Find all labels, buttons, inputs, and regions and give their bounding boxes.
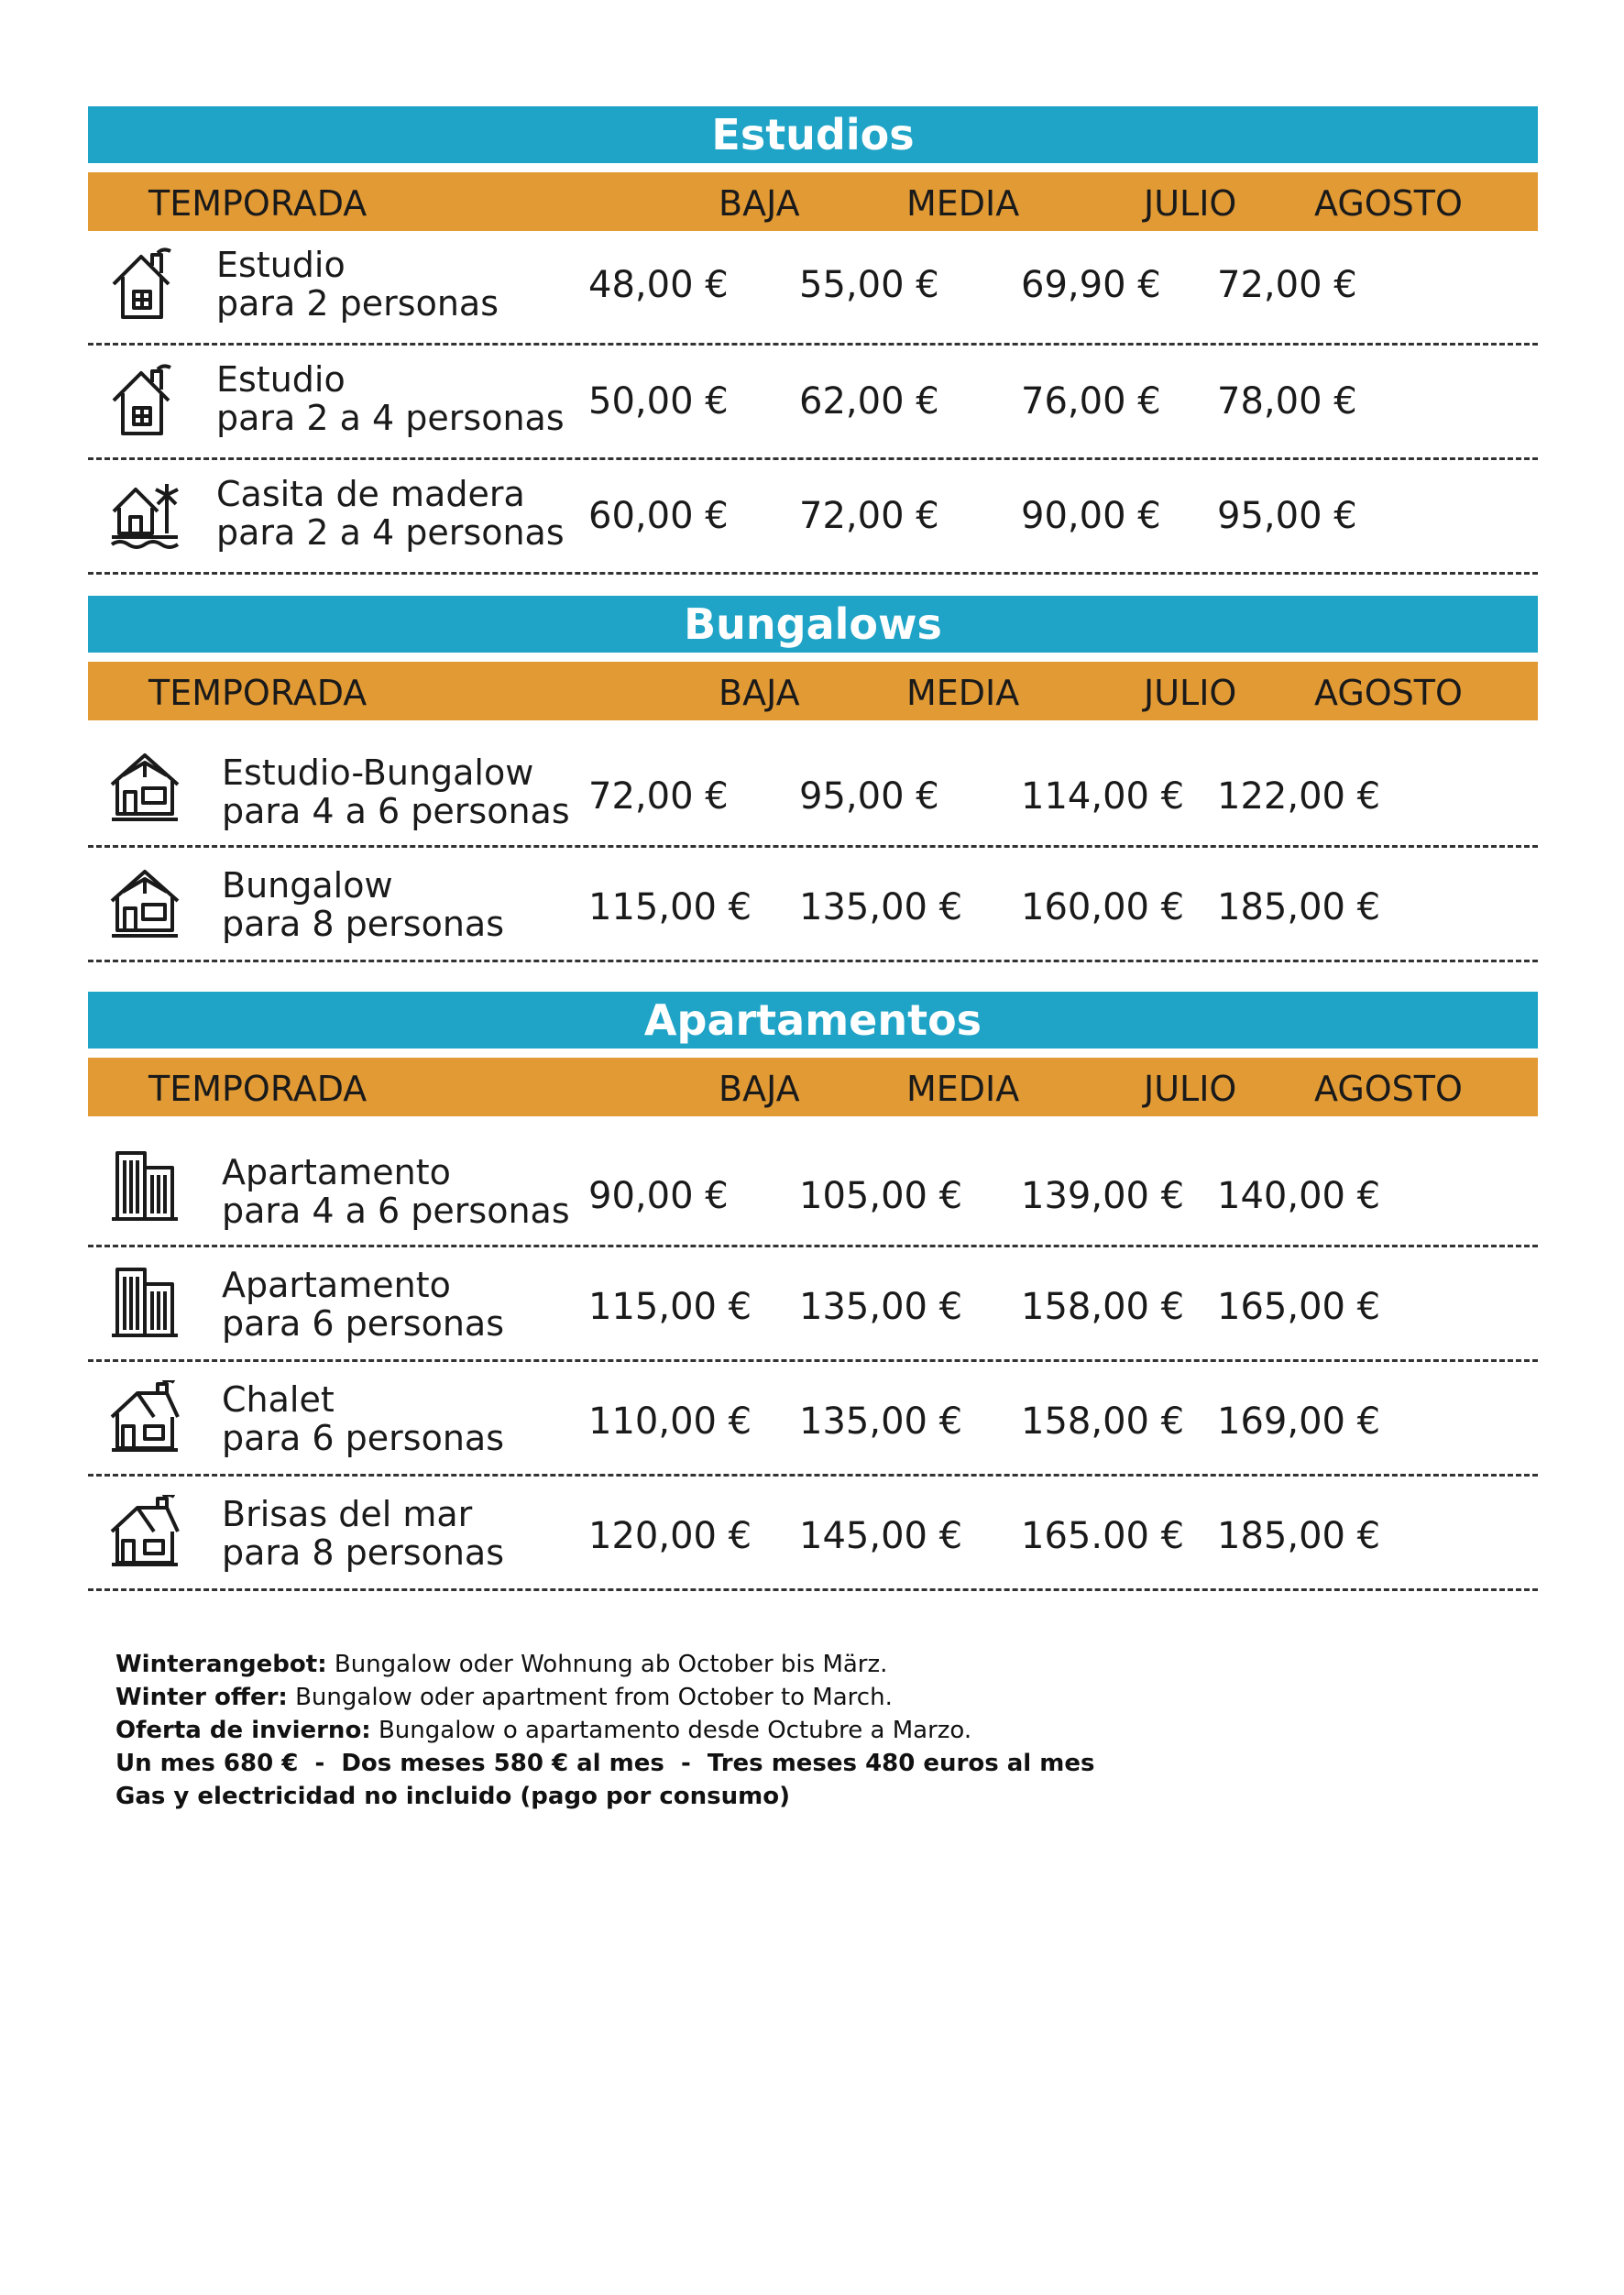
note-label: Winterangebot: bbox=[115, 1651, 327, 1678]
name-line2: para 4 a 6 personas bbox=[222, 791, 570, 831]
name-line1: Estudio-Bungalow bbox=[222, 752, 534, 793]
price-julio: 90,00 € bbox=[1021, 495, 1161, 537]
bungalow-icon bbox=[110, 750, 180, 823]
price-agosto: 78,00 € bbox=[1217, 380, 1357, 423]
price-baja: 72,00 € bbox=[588, 775, 729, 818]
price-media: 145,00 € bbox=[799, 1515, 963, 1557]
price-media: 62,00 € bbox=[799, 380, 939, 423]
price-agosto: 165,00 € bbox=[1217, 1286, 1381, 1328]
note-english bbox=[115, 1681, 1094, 1714]
header-agosto: AGOSTO bbox=[1314, 673, 1463, 713]
name-line2: para 2 personas bbox=[216, 283, 499, 324]
table-row bbox=[88, 720, 1538, 848]
price-baja: 115,00 € bbox=[588, 886, 752, 928]
price-media: 72,00 € bbox=[799, 495, 939, 537]
section-title: Estudios bbox=[88, 106, 1538, 163]
price-agosto: 72,00 € bbox=[1217, 264, 1357, 306]
table-row bbox=[88, 346, 1538, 460]
table-row bbox=[88, 1477, 1538, 1591]
name-line2: para 2 a 4 personas bbox=[216, 512, 565, 553]
price-julio: 69,90 € bbox=[1021, 264, 1161, 306]
season-header bbox=[88, 662, 1538, 720]
accommodation-name bbox=[222, 1266, 504, 1343]
house-chimney-icon bbox=[110, 247, 180, 321]
price-agosto: 185,00 € bbox=[1217, 886, 1381, 928]
table-row bbox=[88, 848, 1538, 962]
price-julio: 160,00 € bbox=[1021, 886, 1185, 928]
name-line1: Chalet bbox=[222, 1379, 335, 1420]
price-media: 135,00 € bbox=[799, 886, 963, 928]
section-apartamentos bbox=[88, 992, 1538, 1591]
note-label: Winter offer: bbox=[115, 1684, 288, 1711]
name-line1: Apartamento bbox=[222, 1152, 451, 1192]
price-media: 105,00 € bbox=[799, 1175, 963, 1217]
price-julio: 76,00 € bbox=[1021, 380, 1161, 423]
note-text: Bungalow o apartamento desde Octubre a Marzo. bbox=[370, 1717, 972, 1744]
chalet-icon bbox=[110, 1495, 180, 1568]
beach-cabin-icon bbox=[110, 477, 180, 550]
section-estudios bbox=[88, 106, 1538, 575]
note-label: Oferta de invierno: bbox=[115, 1717, 371, 1744]
table-row bbox=[88, 1362, 1538, 1477]
table-row bbox=[88, 1116, 1538, 1247]
header-baja: BAJA bbox=[719, 183, 800, 224]
winter-offer-notes bbox=[115, 1648, 1094, 1813]
price-julio: 114,00 € bbox=[1021, 775, 1185, 818]
price-baja: 120,00 € bbox=[588, 1515, 752, 1557]
chalet-icon bbox=[110, 1380, 180, 1454]
accommodation-name bbox=[222, 866, 504, 943]
accommodation-name bbox=[222, 1153, 570, 1230]
name-line2: para 6 personas bbox=[222, 1303, 504, 1344]
section-title: Bungalows bbox=[88, 596, 1538, 653]
table-row bbox=[88, 231, 1538, 346]
header-baja: BAJA bbox=[719, 673, 800, 713]
accommodation-name bbox=[222, 1495, 504, 1572]
name-line1: Estudio bbox=[216, 245, 346, 285]
note-utilities: Gas y electricidad no incluido (pago por consumo) bbox=[115, 1783, 790, 1810]
name-line1: Estudio bbox=[216, 359, 346, 400]
header-media: MEDIA bbox=[906, 1069, 1020, 1109]
price-julio: 158,00 € bbox=[1021, 1400, 1185, 1443]
header-temporada: TEMPORADA bbox=[148, 183, 368, 224]
price-baja: 110,00 € bbox=[588, 1400, 752, 1443]
price-media: 55,00 € bbox=[799, 264, 939, 306]
price-baja: 60,00 € bbox=[588, 495, 729, 537]
name-line2: para 2 a 4 personas bbox=[216, 398, 565, 438]
name-line1: Bungalow bbox=[222, 865, 393, 906]
header-media: MEDIA bbox=[906, 183, 1020, 224]
accommodation-name bbox=[216, 246, 499, 323]
price-baja: 50,00 € bbox=[588, 380, 729, 423]
accommodation-name bbox=[222, 1380, 504, 1457]
name-line2: para 8 personas bbox=[222, 904, 504, 944]
price-media: 95,00 € bbox=[799, 775, 939, 818]
price-julio: 165.00 € bbox=[1021, 1515, 1185, 1557]
price-julio: 158,00 € bbox=[1021, 1286, 1185, 1328]
price-media: 135,00 € bbox=[799, 1400, 963, 1443]
price-baja: 90,00 € bbox=[588, 1175, 729, 1217]
season-header bbox=[88, 1058, 1538, 1116]
header-baja: BAJA bbox=[719, 1069, 800, 1109]
accommodation-name bbox=[222, 753, 570, 830]
apartment-building-icon bbox=[110, 1266, 180, 1339]
name-line1: Casita de madera bbox=[216, 474, 525, 514]
season-header bbox=[88, 172, 1538, 231]
section-bungalows bbox=[88, 596, 1538, 962]
note-spanish bbox=[115, 1714, 1094, 1747]
price-media: 135,00 € bbox=[799, 1286, 963, 1328]
header-temporada: TEMPORADA bbox=[148, 1069, 368, 1109]
table-row bbox=[88, 1247, 1538, 1362]
header-agosto: AGOSTO bbox=[1314, 1069, 1463, 1109]
header-media: MEDIA bbox=[906, 673, 1020, 713]
accommodation-name bbox=[216, 475, 565, 552]
house-chimney-icon bbox=[110, 364, 180, 437]
name-line1: Brisas del mar bbox=[222, 1494, 473, 1534]
name-line2: para 4 a 6 personas bbox=[222, 1191, 570, 1231]
name-line1: Apartamento bbox=[222, 1265, 451, 1305]
header-julio: JULIO bbox=[1144, 1069, 1237, 1109]
price-baja: 48,00 € bbox=[588, 264, 729, 306]
header-julio: JULIO bbox=[1144, 673, 1237, 713]
section-title: Apartamentos bbox=[88, 992, 1538, 1049]
price-baja: 115,00 € bbox=[588, 1286, 752, 1328]
note-monthly-prices: Un mes 680 € - Dos meses 580 € al mes - Tres meses 480 euros al mes bbox=[115, 1750, 1095, 1777]
accommodation-name bbox=[216, 360, 565, 437]
note-german bbox=[115, 1648, 1094, 1681]
name-line2: para 6 personas bbox=[222, 1418, 504, 1458]
bungalow-icon bbox=[110, 866, 180, 939]
price-agosto: 140,00 € bbox=[1217, 1175, 1381, 1217]
note-text: Bungalow oder apartment from October to March. bbox=[287, 1684, 893, 1711]
table-row bbox=[88, 460, 1538, 575]
name-line2: para 8 personas bbox=[222, 1532, 504, 1573]
note-text: Bungalow oder Wohnung ab October bis März. bbox=[326, 1651, 888, 1678]
price-agosto: 185,00 € bbox=[1217, 1515, 1381, 1557]
price-agosto: 122,00 € bbox=[1217, 775, 1381, 818]
apartment-building-icon bbox=[110, 1149, 180, 1223]
header-julio: JULIO bbox=[1144, 183, 1237, 224]
header-agosto: AGOSTO bbox=[1314, 183, 1463, 224]
price-julio: 139,00 € bbox=[1021, 1175, 1185, 1217]
price-agosto: 95,00 € bbox=[1217, 495, 1357, 537]
price-agosto: 169,00 € bbox=[1217, 1400, 1381, 1443]
header-temporada: TEMPORADA bbox=[148, 673, 368, 713]
